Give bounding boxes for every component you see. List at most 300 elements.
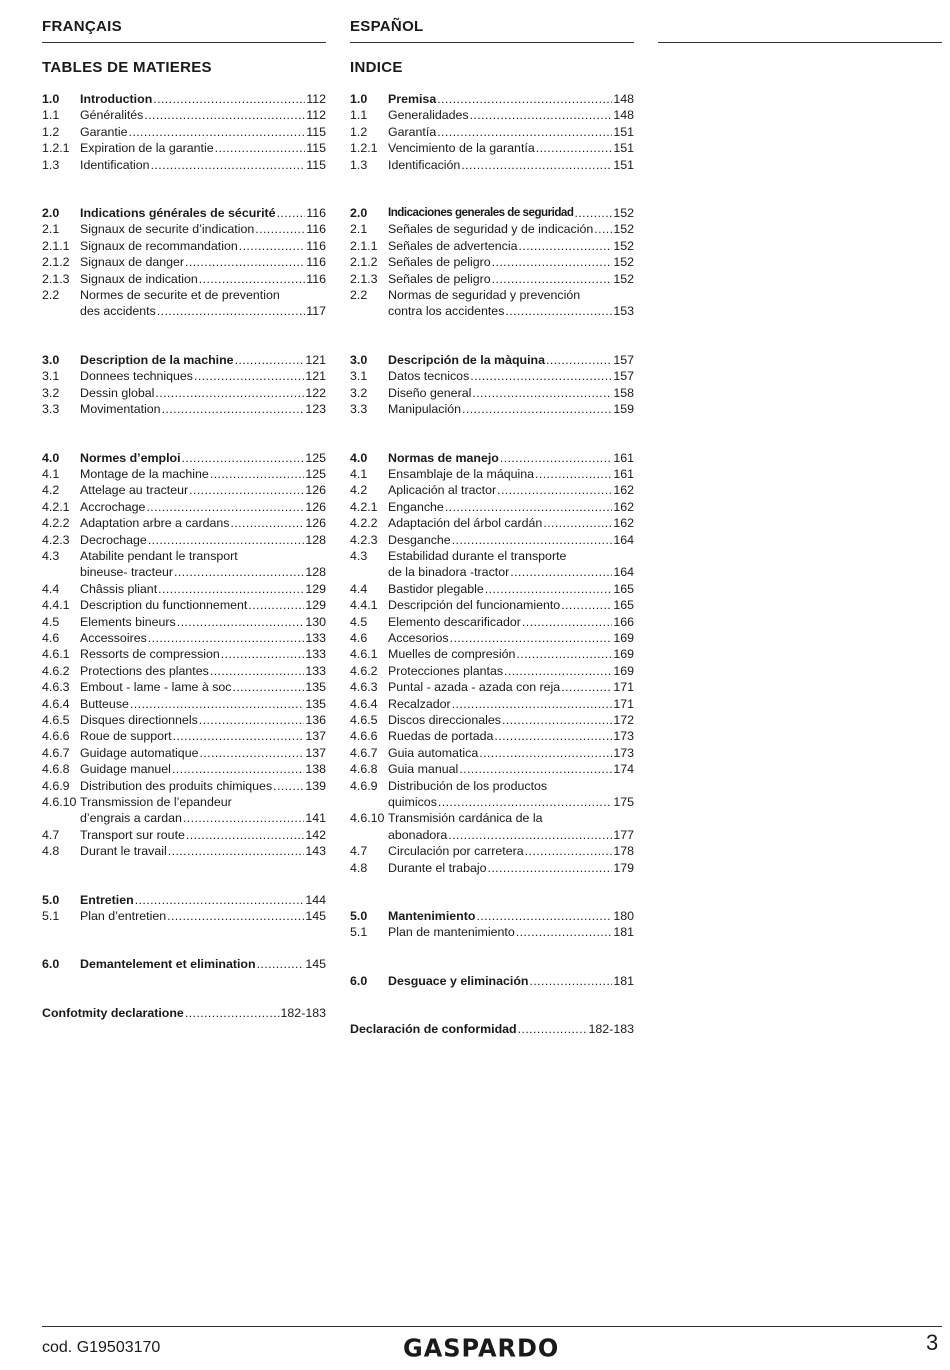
- entry-number: 4.2.3: [350, 532, 378, 547]
- dot-leader: [277, 205, 306, 221]
- toc-entry[interactable]: [350, 810, 634, 826]
- entry-number: 3.2: [350, 385, 368, 400]
- dot-leader: [185, 254, 305, 270]
- dot-leader: [200, 745, 305, 761]
- entry-title: Accesorios: [388, 630, 449, 645]
- toc-entry[interactable]: [350, 254, 634, 270]
- toc-entry[interactable]: [42, 548, 326, 564]
- entry-page: 116: [306, 255, 326, 270]
- entry-page: 166: [613, 614, 634, 629]
- entry-page: 162: [613, 499, 634, 514]
- toc-entry[interactable]: [350, 663, 634, 679]
- entry-page: 117: [306, 304, 326, 319]
- toc-entry[interactable]: [42, 794, 326, 810]
- toc-entry[interactable]: [350, 908, 634, 924]
- entry-page: 162: [613, 516, 634, 531]
- entry-number: 5.0: [42, 892, 60, 907]
- dot-leader: [215, 140, 306, 156]
- toc-entry[interactable]: [350, 646, 634, 662]
- dot-leader: [233, 679, 305, 695]
- entry-page: 130: [305, 614, 326, 629]
- toc-entry[interactable]: [42, 124, 326, 140]
- dot-leader: [485, 581, 613, 597]
- entry-title: Diseño general: [388, 385, 472, 400]
- entry-title: Roue de support: [80, 729, 172, 744]
- toc-entry[interactable]: [350, 515, 634, 531]
- entry-title: Adaptación del árbol cardán: [388, 516, 543, 531]
- entry-page: 157: [613, 352, 634, 367]
- entry-page: 169: [613, 647, 634, 662]
- entry-number: 4.6.5: [350, 713, 378, 727]
- toc-entry[interactable]: [350, 482, 634, 498]
- entry-number: 4.7: [350, 844, 368, 859]
- entry-number: 4.4.1: [350, 598, 378, 613]
- toc-entry[interactable]: [42, 728, 326, 744]
- toc-entry[interactable]: [350, 696, 634, 712]
- toc-entry[interactable]: [42, 107, 326, 123]
- dot-leader: [182, 450, 305, 466]
- entry-title: de la binadora -tractor: [388, 565, 510, 580]
- entry-number: 1.1: [42, 108, 60, 123]
- toc-section: [350, 352, 634, 418]
- entry-page: 161: [613, 466, 634, 481]
- dot-leader: [129, 124, 306, 140]
- dot-leader: [239, 238, 306, 254]
- entry-title: Plan d’entretien: [80, 909, 167, 924]
- toc-entry[interactable]: [42, 630, 326, 646]
- toc-section: [42, 205, 326, 320]
- toc-entry[interactable]: [350, 728, 634, 744]
- entry-title: Normas de seguridad y prevención: [388, 288, 581, 303]
- dot-leader: [492, 271, 613, 287]
- entry-page: 159: [613, 402, 634, 417]
- toc-entry[interactable]: [42, 597, 326, 613]
- entry-title: d’engrais a cardan: [80, 811, 182, 826]
- entry-number: 4.4: [350, 581, 368, 596]
- toc-section: [350, 205, 634, 320]
- dot-leader: [153, 91, 305, 107]
- toc-entry[interactable]: [42, 646, 326, 662]
- entry-number: 4.1: [350, 466, 368, 481]
- toc-entry[interactable]: [350, 401, 634, 417]
- spanish-column: [350, 18, 634, 1038]
- toc-entry[interactable]: [350, 581, 634, 597]
- toc-entry[interactable]: [350, 91, 634, 107]
- dot-leader: [437, 91, 612, 107]
- toc-section: [42, 1005, 326, 1021]
- entry-number: 4.3: [42, 548, 60, 563]
- dot-leader: [199, 712, 305, 728]
- dot-leader: [157, 303, 305, 319]
- toc-entry[interactable]: [350, 287, 634, 303]
- entry-title: Entretien: [80, 892, 134, 907]
- entry-title: Normes de securite et de prevention: [80, 288, 280, 303]
- dot-leader: [462, 401, 612, 417]
- toc-entry[interactable]: [350, 107, 634, 123]
- toc-section: [42, 892, 326, 925]
- entry-number: 4.6: [350, 630, 368, 645]
- entry-page: 125: [305, 466, 326, 481]
- entry-number: 5.1: [42, 909, 60, 924]
- dot-leader: [448, 827, 612, 843]
- toc-entry[interactable]: [350, 271, 634, 287]
- entry-title: Garantie: [80, 124, 128, 139]
- dot-leader: [135, 892, 305, 908]
- toc-entry[interactable]: [350, 794, 634, 810]
- toc-entry[interactable]: [42, 140, 326, 156]
- dot-leader: [594, 221, 612, 237]
- toc-entry[interactable]: [350, 238, 634, 254]
- entry-page: 162: [613, 483, 634, 498]
- entry-number: 1.2: [42, 124, 60, 139]
- toc-entry[interactable]: [42, 532, 326, 548]
- entry-number: 2.2: [350, 288, 368, 303]
- dot-leader: [144, 107, 305, 123]
- toc-entry[interactable]: [42, 663, 326, 679]
- entry-page: 116: [306, 222, 326, 237]
- french-toc-heading: TABLES DE MATIERES: [42, 59, 212, 76]
- entry-page: 169: [613, 663, 634, 678]
- toc-entry[interactable]: [42, 287, 326, 303]
- dot-leader: [525, 843, 613, 859]
- toc-entry[interactable]: [42, 956, 326, 972]
- french-column: [42, 18, 326, 1021]
- entry-number: 1.3: [350, 157, 368, 172]
- entry-title: Donnees techniques: [80, 369, 193, 384]
- entry-title: bineuse- tracteur: [80, 565, 173, 580]
- entry-title: Garantía: [388, 124, 437, 139]
- dot-leader: [438, 794, 612, 810]
- toc-entry[interactable]: [350, 124, 634, 140]
- toc-section: [350, 450, 634, 877]
- toc-entry[interactable]: [350, 597, 634, 613]
- entry-title: Transport sur route: [80, 827, 185, 842]
- toc-entry[interactable]: [42, 271, 326, 287]
- toc-entry[interactable]: [42, 499, 326, 515]
- entry-page: 125: [305, 450, 326, 465]
- toc-entry[interactable]: [350, 761, 634, 777]
- toc-entry[interactable]: [42, 827, 326, 843]
- toc-entry[interactable]: [350, 466, 634, 482]
- entry-number: 1.0: [350, 92, 368, 106]
- entry-title: Signaux de securite d’indication: [80, 222, 255, 237]
- dot-leader: [185, 1005, 280, 1021]
- toc-entry[interactable]: [350, 499, 634, 515]
- entry-number: 3.1: [350, 369, 368, 384]
- toc-entry[interactable]: [42, 843, 326, 859]
- dot-leader: [210, 466, 305, 482]
- toc-entry[interactable]: [350, 205, 634, 221]
- entry-page: 172: [613, 713, 634, 727]
- entry-title: Embout - lame - lame à soc: [80, 680, 232, 695]
- toc-entry[interactable]: [42, 205, 326, 221]
- entry-page: 145: [305, 957, 326, 972]
- toc-entry[interactable]: [42, 254, 326, 270]
- toc-entry[interactable]: [42, 892, 326, 908]
- entry-number: 2.1.2: [350, 255, 378, 270]
- entry-number: 2.0: [42, 206, 60, 221]
- entry-number: 4.2.1: [350, 499, 378, 514]
- entry-title: Disques directionnels: [80, 713, 198, 727]
- toc-entry[interactable]: [350, 827, 634, 843]
- dot-leader: [148, 532, 305, 548]
- entry-title: Guia automatica: [388, 745, 479, 760]
- entry-number: 4.6.2: [350, 663, 378, 678]
- dot-leader: [488, 860, 613, 876]
- dot-leader: [162, 401, 305, 417]
- entry-number: 3.3: [350, 402, 368, 417]
- dot-leader: [189, 482, 304, 498]
- entry-number: 4.7: [42, 827, 60, 842]
- entry-title: Circulación por carretera: [388, 844, 524, 859]
- entry-number: 4.2.2: [350, 516, 378, 531]
- dot-leader: [459, 761, 612, 777]
- entry-page: 152: [613, 238, 634, 253]
- dot-leader: [172, 761, 304, 777]
- entry-page: 115: [306, 124, 326, 139]
- entry-page: 179: [613, 860, 634, 875]
- toc-entry[interactable]: [350, 712, 634, 728]
- entry-page: 165: [613, 598, 634, 613]
- entry-title: Guidage manuel: [80, 762, 171, 777]
- toc-entry[interactable]: [42, 1005, 326, 1021]
- dot-leader: [479, 745, 612, 761]
- toc-entry[interactable]: [42, 614, 326, 630]
- entry-title: Protecciones plantas: [388, 663, 504, 678]
- entry-number: 4.2.3: [42, 532, 70, 547]
- entry-title: Transmission de l’epandeur: [80, 795, 232, 810]
- dot-leader: [472, 385, 612, 401]
- toc-entry[interactable]: [42, 679, 326, 695]
- toc-entry[interactable]: [350, 221, 634, 237]
- entry-number: 2.0: [350, 206, 368, 221]
- toc-entry[interactable]: [350, 303, 634, 319]
- footer-divider: [42, 1326, 942, 1327]
- entry-page: 158: [613, 385, 634, 400]
- entry-number: 4.6.10: [42, 795, 77, 810]
- entry-page: 128: [305, 565, 326, 580]
- entry-page: 165: [613, 581, 634, 596]
- entry-page: 181: [613, 973, 634, 988]
- entry-page: 121: [305, 369, 326, 384]
- dot-leader: [437, 124, 612, 140]
- dot-leader: [183, 810, 304, 826]
- entry-title: Descripción del funcionamiento: [388, 598, 561, 613]
- toc-entry[interactable]: [42, 515, 326, 531]
- toc-entry[interactable]: [42, 482, 326, 498]
- entry-number: 4.3: [350, 548, 368, 563]
- entry-page: 171: [613, 696, 634, 711]
- entry-page: 139: [305, 778, 326, 793]
- toc-section: [350, 91, 634, 173]
- entry-number: 4.6.9: [350, 778, 378, 793]
- dot-leader: [561, 679, 612, 695]
- entry-page: 138: [305, 762, 326, 777]
- dot-leader: [497, 482, 612, 498]
- toc-entry[interactable]: [42, 745, 326, 761]
- entry-page: 141: [305, 811, 326, 826]
- entry-page: 181: [613, 925, 634, 940]
- toc-entry[interactable]: [350, 140, 634, 156]
- entry-number: 4.6.10: [350, 811, 385, 826]
- dot-leader: [516, 924, 613, 940]
- toc-entry[interactable]: [42, 385, 326, 401]
- entry-page: 177: [613, 827, 634, 842]
- entry-page: 137: [305, 729, 326, 744]
- entry-page: 164: [613, 565, 634, 580]
- entry-number: 4.6.8: [42, 762, 70, 777]
- entry-number: 3.1: [42, 369, 60, 384]
- dot-leader: [155, 385, 304, 401]
- toc-entry[interactable]: [350, 548, 634, 564]
- toc-entry[interactable]: [42, 908, 326, 924]
- toc-entry[interactable]: [42, 450, 326, 466]
- dot-leader: [248, 597, 304, 613]
- entry-title: Normas de manejo: [388, 450, 499, 465]
- toc-entry[interactable]: [350, 679, 634, 695]
- dot-leader: [536, 140, 613, 156]
- entry-title: Généralités: [80, 108, 144, 123]
- entry-title: Identificación: [388, 157, 461, 172]
- dot-leader: [194, 368, 304, 384]
- toc-entry[interactable]: [42, 352, 326, 368]
- toc-section: [350, 973, 634, 989]
- entry-number: 4.6.8: [350, 762, 378, 777]
- toc-entry[interactable]: [350, 860, 634, 876]
- entry-page: 115: [306, 157, 326, 172]
- entry-page: 152: [613, 206, 634, 221]
- entry-title: Montage de la machine: [80, 466, 209, 481]
- entry-number: 5.0: [350, 909, 368, 924]
- entry-title: Señales de peligro: [388, 255, 491, 270]
- entry-title: Protections des plantes: [80, 663, 209, 678]
- entry-page: 164: [613, 532, 634, 547]
- dot-leader: [561, 597, 612, 613]
- dot-leader: [529, 973, 612, 989]
- entry-page: 126: [305, 483, 326, 498]
- toc-entry[interactable]: [42, 303, 326, 319]
- entry-number: 2.1.1: [42, 238, 70, 253]
- dot-leader: [452, 532, 613, 548]
- toc-entry[interactable]: [42, 581, 326, 597]
- toc-entry[interactable]: [42, 221, 326, 237]
- entry-title: Introduction: [80, 92, 153, 106]
- entry-number: 4.2.1: [42, 499, 70, 514]
- toc-entry[interactable]: [42, 564, 326, 580]
- entry-title: Vencimiento de la garantía: [388, 141, 535, 156]
- toc-entry[interactable]: [350, 1021, 634, 1037]
- dot-leader: [543, 515, 612, 531]
- entry-title: Description du functionnement: [80, 598, 248, 613]
- toc-entry[interactable]: [350, 630, 634, 646]
- toc-entry[interactable]: [42, 157, 326, 173]
- toc-section: [42, 450, 326, 860]
- entry-page: 128: [305, 532, 326, 547]
- entry-title: Normes d’emploi: [80, 450, 181, 465]
- entry-number: 4.6.1: [42, 647, 70, 662]
- entry-number: 4.2: [350, 483, 368, 498]
- toc-entry[interactable]: [42, 238, 326, 254]
- toc-entry[interactable]: [350, 157, 634, 173]
- spanish-divider: [350, 42, 634, 43]
- toc-entry[interactable]: [42, 368, 326, 384]
- entry-title: Puntal - azada - azada con reja: [388, 680, 561, 695]
- dot-leader: [502, 712, 612, 728]
- toc-entry[interactable]: [42, 810, 326, 826]
- toc-entry[interactable]: [42, 778, 326, 794]
- toc-entry[interactable]: [350, 614, 634, 630]
- toc-entry[interactable]: [350, 745, 634, 761]
- entry-page: 129: [305, 581, 326, 596]
- toc-entry[interactable]: [350, 973, 634, 989]
- gaspardo-logo: GASPARDO: [403, 1333, 560, 1363]
- entry-number: 1.2.1: [42, 141, 70, 156]
- entry-page: 137: [305, 745, 326, 760]
- dot-leader: [518, 1021, 588, 1037]
- toc-entry[interactable]: [350, 368, 634, 384]
- toc-entry[interactable]: [42, 712, 326, 728]
- toc-entry[interactable]: [350, 778, 634, 794]
- entry-title: Decrochage: [80, 532, 147, 547]
- entry-title: Distribución de los productos: [388, 778, 548, 793]
- entry-page: 133: [305, 663, 326, 678]
- entry-page: 161: [613, 450, 634, 465]
- entry-number: 2.1: [350, 222, 368, 237]
- entry-page: 151: [613, 141, 634, 156]
- entry-title: Enganche: [388, 499, 444, 514]
- dot-leader: [535, 466, 612, 482]
- toc-section: [350, 1021, 634, 1037]
- dot-leader: [461, 157, 612, 173]
- toc-entry[interactable]: [42, 466, 326, 482]
- toc-entry[interactable]: [350, 385, 634, 401]
- dot-leader: [470, 107, 613, 123]
- entry-number: 2.1.3: [350, 271, 378, 286]
- toc-entry[interactable]: [42, 696, 326, 712]
- toc-entry[interactable]: [42, 401, 326, 417]
- toc-entry[interactable]: [350, 924, 634, 940]
- dot-leader: [445, 499, 613, 515]
- entry-page: 152: [613, 271, 634, 286]
- entry-number: 4.0: [42, 450, 60, 465]
- toc-entry[interactable]: [350, 564, 634, 580]
- toc-entry[interactable]: [42, 761, 326, 777]
- entry-page: 115: [306, 141, 326, 156]
- entry-title: Transmisión cardánica de la: [388, 811, 543, 826]
- entry-number: 4.6.9: [42, 778, 70, 793]
- toc-entry[interactable]: [350, 843, 634, 859]
- entry-number: 1.2: [350, 124, 368, 139]
- toc-entry[interactable]: [42, 91, 326, 107]
- toc-entry[interactable]: [350, 532, 634, 548]
- entry-number: 4.6: [42, 630, 60, 645]
- dot-leader: [492, 254, 613, 270]
- entry-page: 116: [306, 271, 326, 286]
- dot-leader: [199, 271, 305, 287]
- toc-entry[interactable]: [350, 450, 634, 466]
- dot-leader: [168, 843, 305, 859]
- toc-entry[interactable]: [350, 352, 634, 368]
- entry-number: 4.6.2: [42, 663, 70, 678]
- entry-number: 2.1: [42, 222, 60, 237]
- entry-title: Datos tecnicos: [388, 369, 470, 384]
- entry-number: 4.0: [350, 450, 368, 465]
- entry-number: 4.6.4: [350, 696, 378, 711]
- entry-title: Attelage au tracteur: [80, 483, 189, 498]
- entry-page: 175: [613, 795, 634, 810]
- entry-title: Recalzador: [388, 696, 451, 711]
- entry-page: 173: [613, 729, 634, 744]
